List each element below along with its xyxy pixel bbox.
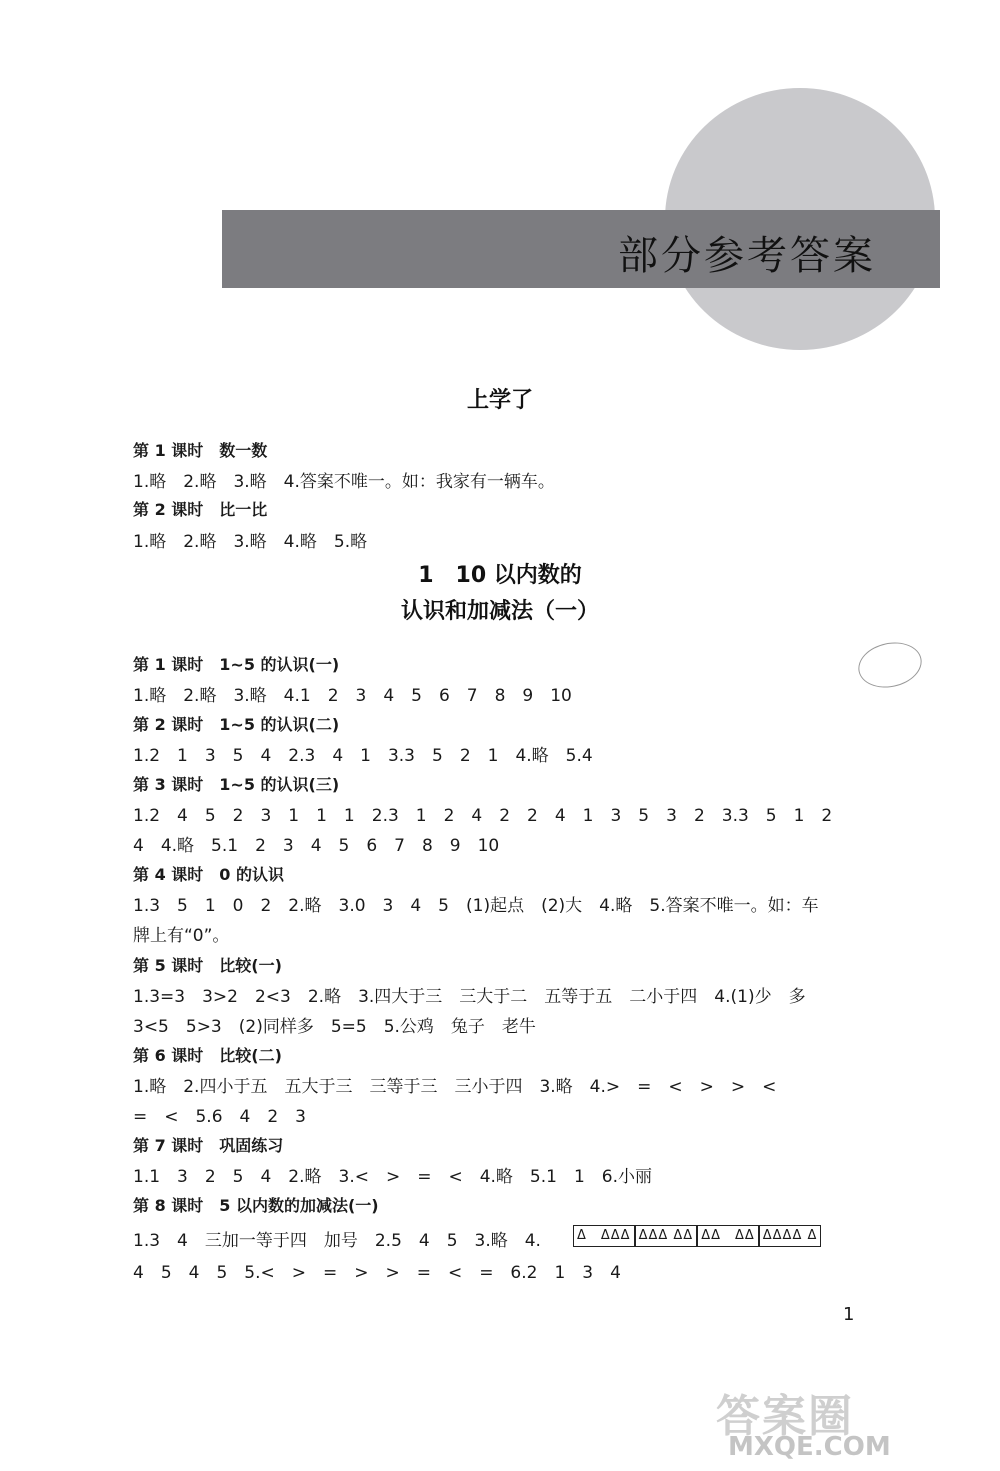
triangle-box: ΔΔΔΔ Δ bbox=[759, 1225, 822, 1247]
answer-line: 1.3 4 三加一等于四 加号 2.5 4 5 3.略 4. bbox=[133, 1231, 541, 1251]
answer-line: 1.3 5 1 0 2 2.略 3.0 3 4 5 (1)起点 (2)大 4.略 5.答案不唯一。如：车 bbox=[133, 896, 819, 916]
lesson-heading: 第 3 课时 1~5 的认识(三) bbox=[133, 775, 340, 794]
answer-line: = < 5.6 4 2 3 bbox=[133, 1107, 306, 1127]
triangle-box: Δ ΔΔΔ bbox=[573, 1225, 635, 1247]
lesson-heading: 第 1 课时 数一数 bbox=[133, 441, 268, 460]
answer-line: 1.2 1 3 5 4 2.3 4 1 3.3 5 2 1 4.略 5.4 bbox=[133, 746, 593, 766]
lesson-heading: 第 4 课时 0 的认识 bbox=[133, 865, 284, 884]
section-title-line1: 1 10 以内数的 bbox=[418, 563, 582, 588]
answer-line: 4 4.略 5.1 2 3 4 5 6 7 8 9 10 bbox=[133, 836, 500, 856]
lesson-heading: 第 2 课时 1~5 的认识(二) bbox=[133, 715, 340, 734]
watermark-url: MXQE.COM bbox=[728, 1432, 891, 1462]
lesson-heading: 第 2 课时 比一比 bbox=[133, 500, 268, 519]
page-number: 1 bbox=[843, 1304, 855, 1325]
section-title-shangxuele: 上学了 bbox=[466, 388, 533, 413]
lesson-heading: 第 5 课时 比较(一) bbox=[133, 956, 282, 975]
answer-line: 1.1 3 2 5 4 2.略 3.< > = < 4.略 5.1 1 6.小丽 bbox=[133, 1167, 653, 1187]
triangle-box: ΔΔΔ ΔΔ bbox=[635, 1225, 698, 1247]
header-banner bbox=[222, 210, 940, 288]
answer-line: 牌上有“0”。 bbox=[133, 926, 230, 946]
page-title: 部分参考答案 bbox=[618, 233, 876, 279]
lesson-heading: 第 1 课时 1~5 的认识(一) bbox=[133, 655, 340, 674]
answer-line: 1.2 4 5 2 3 1 1 1 2.3 1 2 4 2 2 4 1 3 5 3 2 3.3 5 1 2 bbox=[133, 806, 833, 826]
triangle-answer-boxes bbox=[573, 1225, 821, 1247]
section-title-line2: 认识和加减法（一） bbox=[400, 599, 599, 624]
answer-line: 1.略 2.四小于五 五大于三 三等于三 三小于四 3.略 4.> = < > > < bbox=[133, 1077, 777, 1097]
answer-line: 1.略 2.略 3.略 4.答案不唯一。如：我家有一辆车。 bbox=[133, 472, 555, 492]
triangle-box: ΔΔ ΔΔ bbox=[697, 1225, 759, 1247]
stamp-mark bbox=[854, 637, 926, 693]
lesson-heading: 第 7 课时 巩固练习 bbox=[133, 1136, 284, 1155]
lesson-heading: 第 8 课时 5 以内数的加减法(一) bbox=[133, 1196, 379, 1215]
answer-line: 3<5 5>3 (2)同样多 5=5 5.公鸡 兔子 老牛 bbox=[133, 1017, 536, 1037]
answer-line: 1.3=3 3>2 2<3 2.略 3.四大于三 三大于二 五等于五 二小于四 4.(1)少 多 bbox=[133, 987, 806, 1007]
lesson-heading: 第 6 课时 比较(二) bbox=[133, 1046, 282, 1065]
answer-line: 4 5 4 5 5.< > = > > = < = 6.2 1 3 4 bbox=[133, 1263, 621, 1283]
watermark-logo: 答案圈 bbox=[716, 1391, 854, 1442]
answer-line: 1.略 2.略 3.略 4.略 5.略 bbox=[133, 532, 368, 552]
answer-line: 1.略 2.略 3.略 4.1 2 3 4 5 6 7 8 9 10 bbox=[133, 686, 572, 706]
